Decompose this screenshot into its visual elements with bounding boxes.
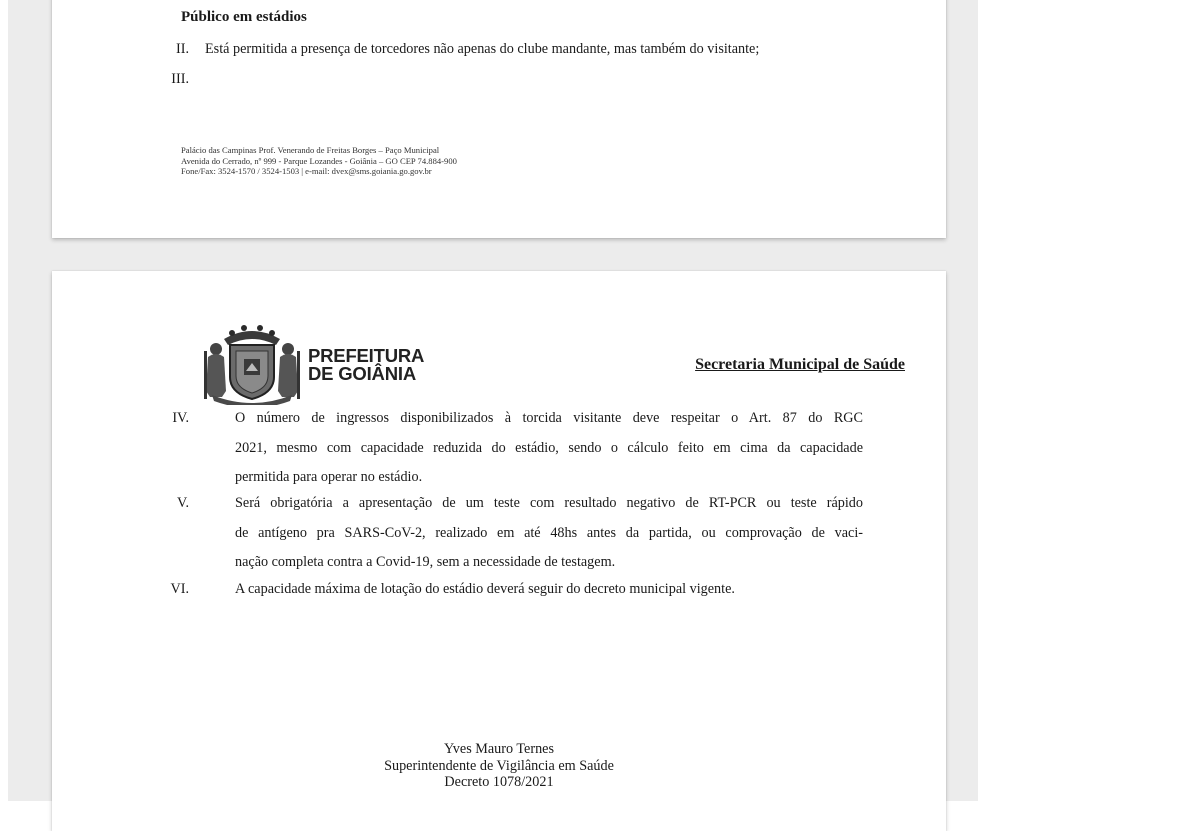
signatory-decree: Decreto 1078/2021 [444, 774, 554, 790]
document-viewer[interactable] [8, 0, 978, 801]
logo-line-1: PREFEITURA [308, 345, 425, 366]
item-text-line: 2021, mesmo com capacidade reduzida do estádio, sendo o cálculo feito em cima da capacidade [235, 439, 863, 456]
item-number: III. [171, 71, 189, 87]
prefeitura-coat-of-arms-logo [202, 321, 302, 405]
item-text-line: de antígeno pra SARS-CoV-2, realizado em até 48hs antes da partida, ou comprovação de vaci- [235, 524, 863, 541]
signature-block [52, 741, 946, 791]
item-text [235, 404, 863, 493]
department-header: Secretaria Municipal de Saúde [695, 356, 905, 373]
item-number: IV. [172, 410, 189, 426]
logo-line-2: DE GOIÂNIA [308, 363, 416, 384]
item-text-line: A capacidade máxima de lotação do estádio deverá seguir do decreto municipal vigente. [235, 581, 735, 597]
footer-line: Palácio das Campinas Prof. Venerando de Freitas Borges – Paço Municipal [181, 145, 440, 155]
item-text-line: nação completa contra a Covid-19, sem a necessidade de testagem. [235, 554, 616, 570]
signatory-name: Yves Mauro Ternes [443, 741, 554, 757]
page-footer-address [181, 145, 457, 177]
item-text-line: permitida para operar no estádio. [235, 469, 423, 485]
item-number: VI. [170, 581, 189, 597]
footer-line: Avenida do Cerrado, nº 999 - Parque Lozandes - Goiânia – GO CEP 74.884-900 [181, 155, 457, 166]
footer-line: Fone/Fax: 3524-1570 / 3524-1503 | e-mail: dvex@sms.goiania.go.gov.br [181, 166, 432, 176]
item-text-line: O número de ingressos disponibilizados à torcida visitante deve respeitar o Art. 87 do RGC [235, 410, 863, 426]
item-text [235, 575, 863, 605]
document-page-1 [52, 0, 946, 238]
item-text: Está permitida a presença de torcedores não apenas do clube mandante, mas também do visitante; [205, 41, 760, 57]
item-number: II. [176, 41, 189, 57]
prefeitura-logo-text [308, 347, 424, 383]
item-text-line: Será obrigatória a apresentação de um teste com resultado negativo de RT-PCR ou teste rápido [235, 495, 863, 511]
item-number: V. [177, 495, 189, 511]
signatory-role: Superintendente de Vigilância em Saúde [384, 757, 614, 774]
document-page-2 [52, 271, 946, 831]
section-title: Público em estádios [181, 9, 307, 25]
item-text [235, 489, 863, 578]
